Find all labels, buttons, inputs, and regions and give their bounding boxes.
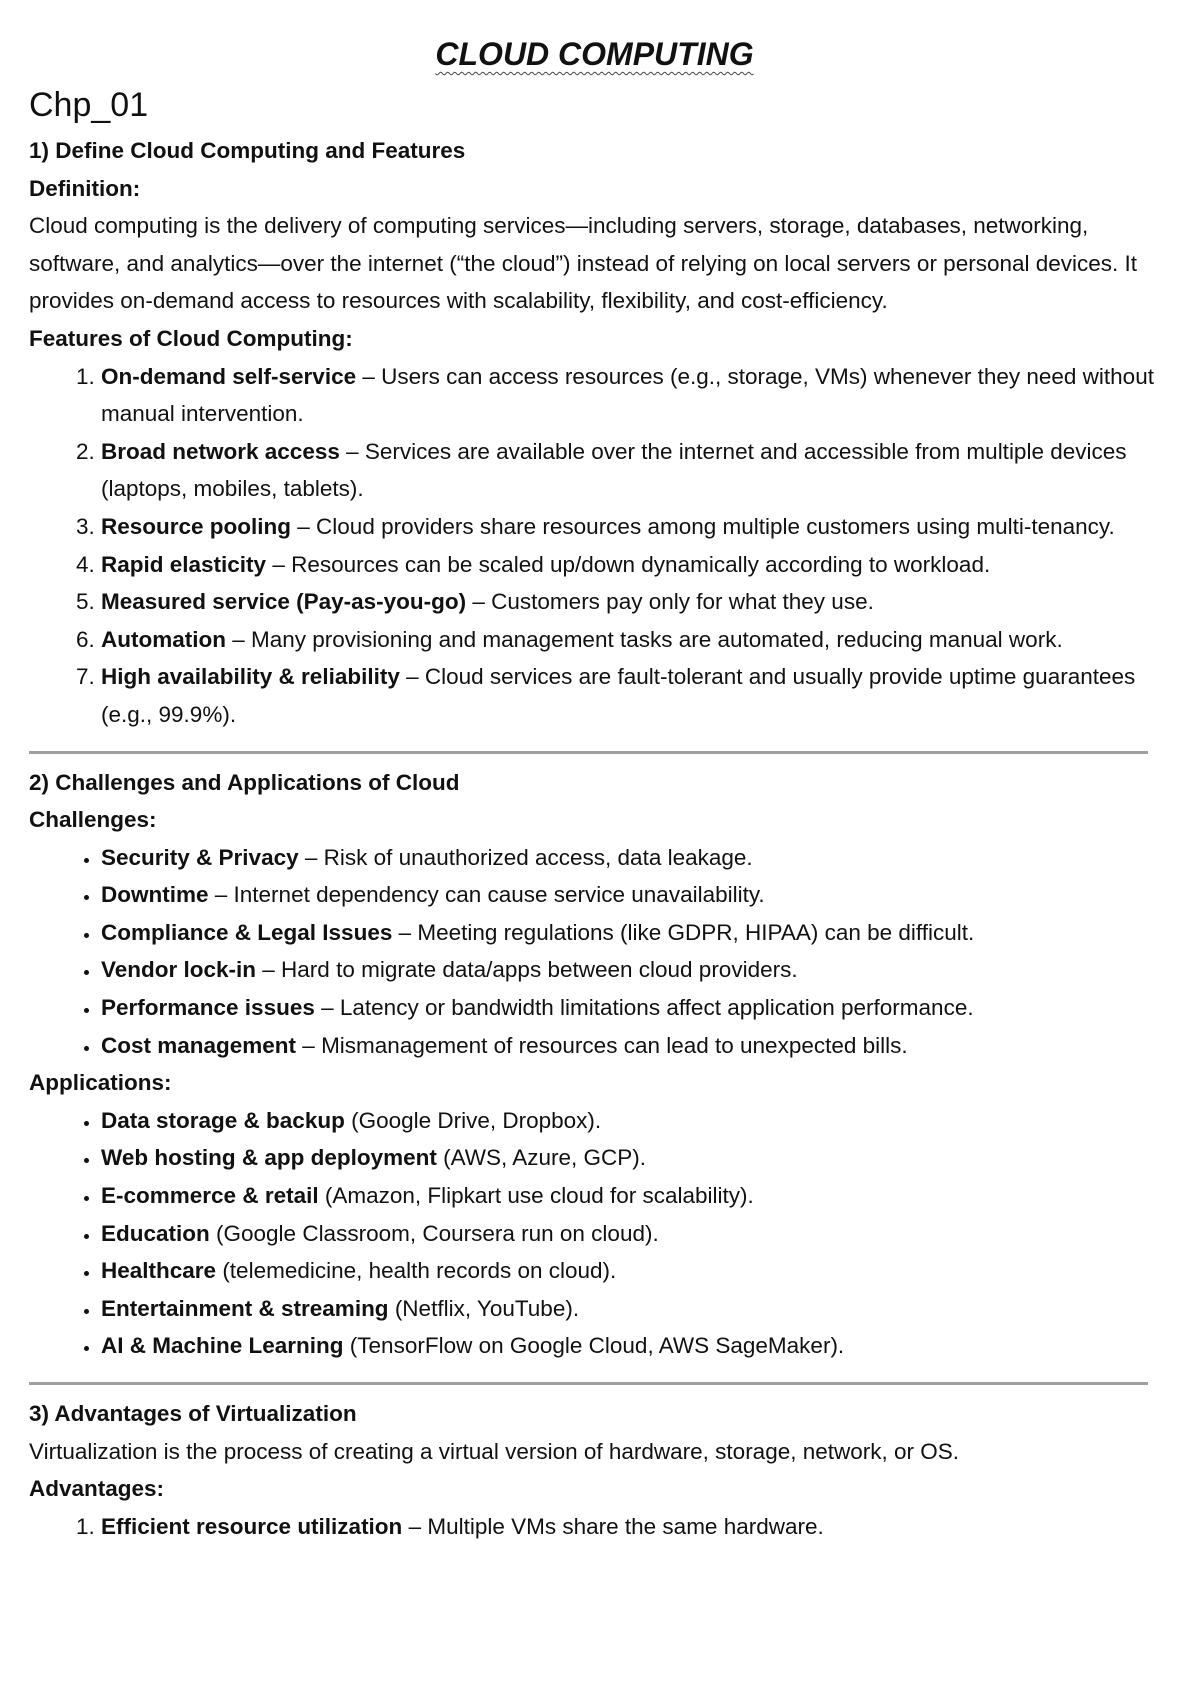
feature-term: On-demand self-service [101, 363, 357, 389]
challenges-list [29, 839, 1160, 1065]
feature-item [101, 658, 1160, 733]
application-text: (telemedicine, health records on cloud). [216, 1258, 617, 1284]
definition-text: Cloud computing is the delivery of computing services—including servers, storage, databases, networking, software, and analytics—over the internet (“the cloud”) instead of relying on local servers or personal devices. It provides on-demand access to resources with scalability, flexibility, and cost-efficiency. [29, 213, 1138, 314]
application-text: (Amazon, Flipkart use cloud for scalability). [318, 1183, 754, 1209]
feature-item [101, 358, 1160, 433]
feature-text: – Users can access resources (e.g., storage, VMs) whenever they need without manual intervention. [101, 363, 1154, 427]
challenge-item [101, 876, 1160, 914]
section-divider [29, 1382, 1148, 1385]
feature-term: Measured service (Pay-as-you-go) [101, 589, 467, 615]
application-term: Web hosting & app deployment [101, 1145, 437, 1171]
chapter-label: Chp_01 [29, 86, 149, 124]
application-term: Education [101, 1220, 210, 1246]
challenge-item [101, 914, 1160, 952]
application-item [101, 1215, 1160, 1253]
application-item [101, 1290, 1160, 1328]
challenge-term: Cost management [101, 1032, 297, 1058]
application-text: (Google Drive, Dropbox). [344, 1107, 602, 1133]
challenge-text: – Latency or bandwidth limitations affect application performance. [314, 995, 974, 1021]
application-item [101, 1102, 1160, 1140]
application-item [101, 1252, 1160, 1290]
challenge-item [101, 839, 1160, 877]
feature-item [101, 508, 1160, 546]
document-title: CLOUD COMPUTING [435, 36, 754, 72]
advantages-label: Advantages: [29, 1476, 165, 1502]
challenge-text: – Risk of unauthorized access, data leakage. [298, 844, 753, 870]
advantage-term: Efficient resource utilization [101, 1513, 403, 1539]
challenge-term: Downtime [101, 882, 209, 908]
feature-text: – Cloud providers share resources among multiple customers using multi-tenancy. [291, 513, 1115, 539]
challenge-text: – Internet dependency can cause service unavailability. [208, 882, 765, 908]
definition-label: Definition: [29, 175, 141, 201]
application-text: (Google Classroom, Coursera run on cloud). [209, 1220, 659, 1246]
application-text: (TensorFlow on Google Cloud, AWS SageMaker). [343, 1333, 845, 1359]
challenge-text: – Mismanagement of resources can lead to unexpected bills. [296, 1032, 908, 1058]
advantage-text: – Multiple VMs share the same hardware. [402, 1513, 824, 1539]
challenge-term: Vendor lock-in [101, 957, 257, 983]
challenge-item [101, 989, 1160, 1027]
challenge-item [101, 951, 1160, 989]
application-term: AI & Machine Learning [101, 1333, 344, 1359]
feature-item [101, 433, 1160, 508]
feature-term: Automation [101, 626, 226, 652]
challenges-label: Challenges: [29, 807, 157, 833]
application-text: (AWS, Azure, GCP). [436, 1145, 647, 1171]
section-2-heading: 2) Challenges and Applications of Cloud [29, 769, 460, 795]
advantages-list [29, 1508, 1160, 1546]
feature-term: Rapid elasticity [101, 551, 267, 577]
application-term: Healthcare [101, 1258, 217, 1284]
applications-list [29, 1102, 1160, 1365]
feature-item [101, 583, 1160, 621]
challenge-item [101, 1027, 1160, 1065]
application-term: Entertainment & streaming [101, 1295, 389, 1321]
advantage-item [101, 1508, 1160, 1546]
feature-text: – Customers pay only for what they use. [466, 589, 874, 615]
feature-item [101, 546, 1160, 584]
feature-term: High availability & reliability [101, 664, 400, 690]
virtualization-intro: Virtualization is the process of creating a virtual version of hardware, storage, network, or OS. [29, 1438, 960, 1464]
section-divider [29, 751, 1148, 754]
application-text: (Netflix, YouTube). [388, 1295, 580, 1321]
application-item [101, 1327, 1160, 1365]
feature-item [101, 621, 1160, 659]
feature-term: Broad network access [101, 438, 340, 464]
section-3-heading: 3) Advantages of Virtualization [29, 1401, 357, 1426]
applications-label: Applications: [29, 1070, 172, 1096]
feature-text: – Many provisioning and management tasks are automated, reducing manual work. [225, 626, 1063, 652]
challenge-term: Compliance & Legal Issues [101, 919, 393, 945]
features-label: Features of Cloud Computing: [29, 325, 353, 351]
feature-text: – Cloud services are fault-tolerant and usually provide uptime guarantees (e.g., 99.9%). [101, 664, 1136, 727]
challenge-term: Security & Privacy [101, 844, 299, 870]
challenge-text: – Meeting regulations (like GDPR, HIPAA) can be difficult. [392, 919, 975, 945]
feature-text: – Resources can be scaled up/down dynamically according to workload. [266, 551, 991, 577]
features-list [29, 358, 1160, 734]
application-item [101, 1177, 1160, 1215]
application-term: Data storage & backup [101, 1107, 345, 1133]
section-1-heading: 1) Define Cloud Computing and Features [29, 138, 466, 163]
application-item [101, 1139, 1160, 1177]
challenge-text: – Hard to migrate data/apps between cloud providers. [256, 957, 798, 983]
application-term: E-commerce & retail [101, 1183, 319, 1209]
feature-text: – Services are available over the internet and accessible from multiple devices (laptops, mobiles, tablets). [101, 438, 1127, 502]
feature-term: Resource pooling [101, 513, 292, 539]
challenge-term: Performance issues [101, 995, 315, 1021]
